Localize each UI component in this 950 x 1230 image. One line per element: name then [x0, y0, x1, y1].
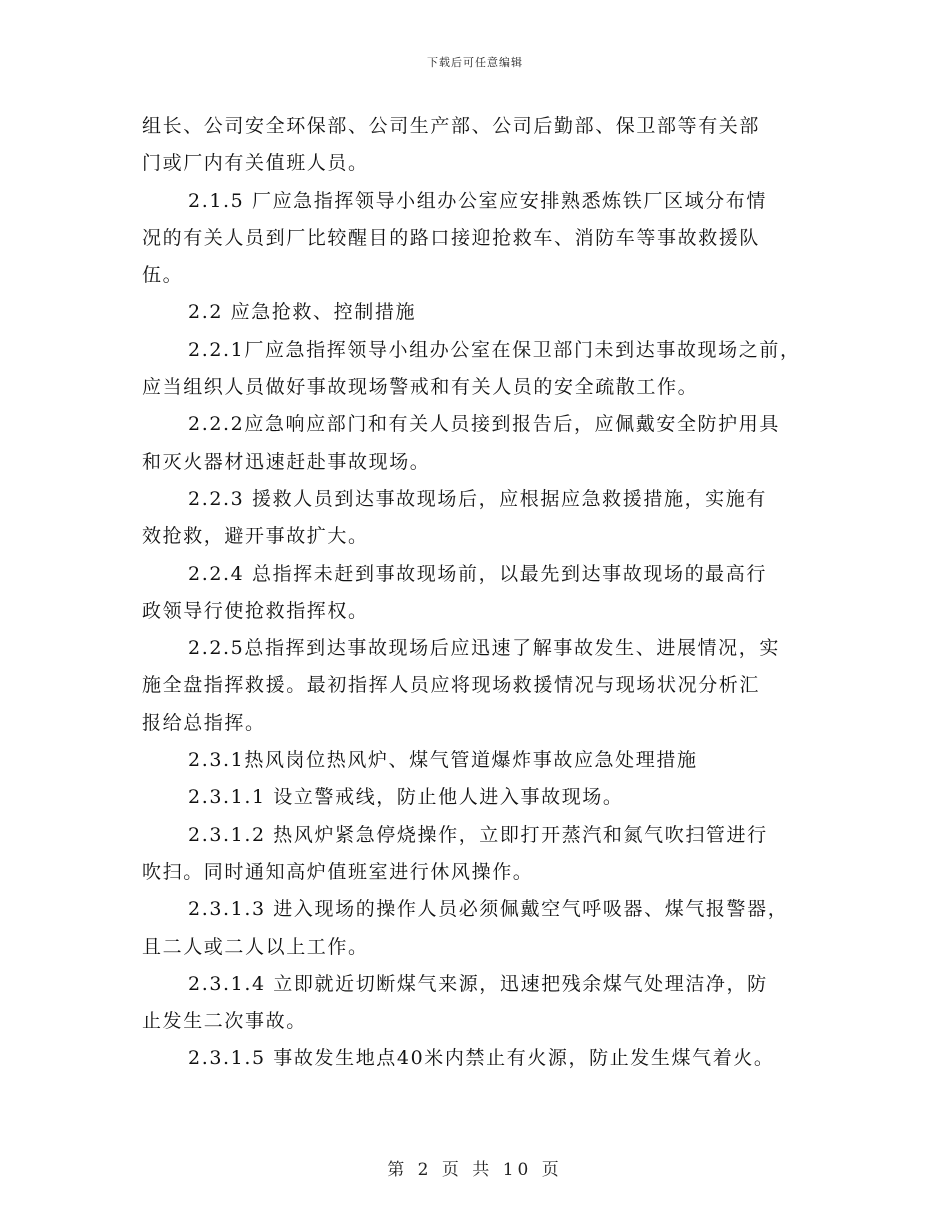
text-line: 和灭火器材迅速赶赴事故现场。: [142, 450, 431, 473]
text-line: 且二人或二人以上工作。: [142, 935, 369, 958]
text-line: 门或厂内有关值班人员。: [142, 152, 369, 175]
text-line: 2.2.1厂应急指挥领导小组办公室在保卫部门未到达事故现场之前，: [188, 338, 801, 361]
text-line: 2.2.5总指挥到达事故现场后应迅速了解事故发生、进展情况，实: [188, 637, 780, 660]
text-line: 2.3.1.3 进入现场的操作人员必须佩戴空气呼吸器、煤气报警器，: [188, 898, 789, 921]
text-line: 组长、公司安全环保部、公司生产部、公司后勤部、保卫部等有关部: [142, 115, 761, 137]
text-line: 2.3.1.1 设立警戒线，防止他人进入事故现场。: [188, 786, 624, 809]
text-line: 2.1.5 厂应急指挥领导小组办公室应安排熟悉炼铁厂区域分布情: [188, 189, 767, 212]
document-body: [142, 108, 822, 1078]
page-footer: 第 2 页 共 10 页: [387, 1160, 563, 1180]
text-line: 吹扫。同时通知高炉值班室进行休风操作。: [142, 860, 534, 883]
text-line: 2.3.1.5 事故发生地点40米内禁止有火源，防止发生煤气着火。: [188, 1047, 775, 1070]
text-line: 2.3.1.4 立即就近切断煤气来源，迅速把残余煤气处理洁净，防: [188, 972, 768, 995]
text-line: 2.2.2应急响应部门和有关人员接到报告后，应佩戴安全防护用具: [188, 413, 780, 436]
text-line: 政领导行使抢救指挥权。: [142, 599, 369, 622]
text-line: 2.2 应急抢救、控制措施: [188, 301, 417, 324]
text-line: 施全盘指挥救援。最初指挥人员应将现场救援情况与现场状况分析汇: [142, 674, 761, 697]
text-line: 2.3.1.2 热风炉紧急停烧操作，立即打开蒸汽和氮气吹扫管进行: [188, 823, 768, 846]
text-line: 况的有关人员到厂比较醒目的路口接迎抢救车、消防车等事故救援队: [142, 226, 761, 249]
page-header: 下载后可任意编辑: [427, 56, 523, 69]
text-line: 2.2.3 援救人员到达事故现场后，应根据应急救援措施，实施有: [188, 487, 767, 510]
text-line: 应当组织人员做好事故现场警戒和有关人员的安全疏散工作。: [142, 376, 699, 399]
text-line: 2.3.1热风岗位热风炉、煤气管道爆炸事故应急处理措施: [188, 749, 698, 772]
text-line: 2.2.4 总指挥未赶到事故现场前，以最先到达事故现场的最高行: [188, 562, 767, 585]
text-line: 伍。: [142, 264, 184, 287]
text-line: 止发生二次事故。: [142, 1010, 307, 1033]
text-line: 效抢救，避开事故扩大。: [142, 525, 369, 548]
text-line: 报给总指挥。: [142, 711, 266, 734]
